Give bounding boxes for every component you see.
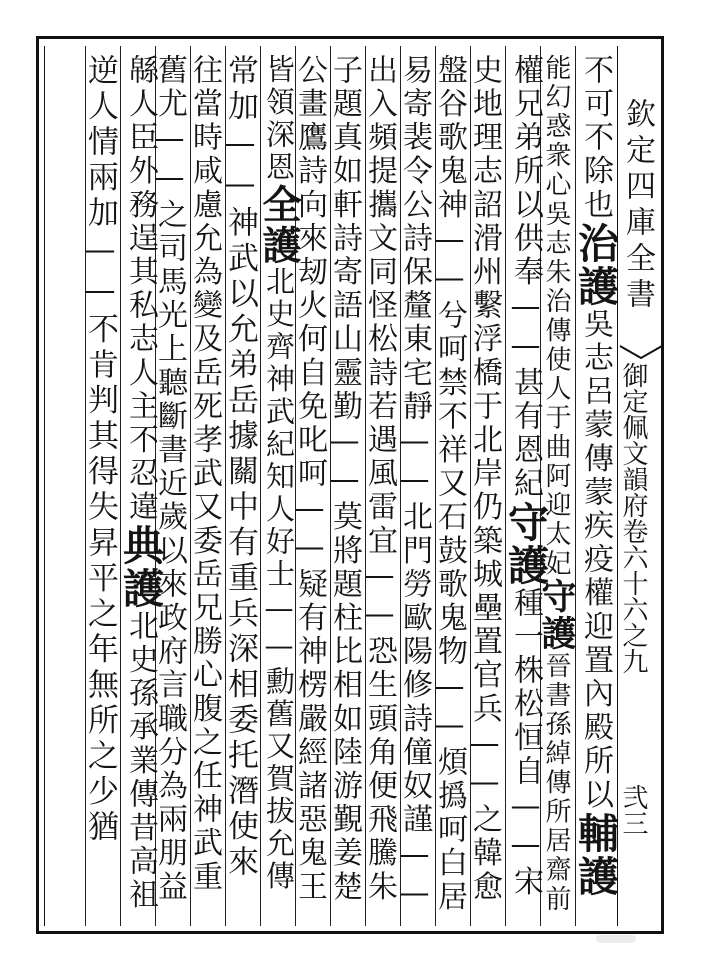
- text-run: 出入頻提攜文同怪松詩若遇風雷宜——恐生頭角便飛騰朱: [362, 54, 397, 904]
- text-run: 盤谷歌鬼神——兮呵禁不祥又石鼓歌鬼物——煩撝呵白居: [432, 54, 467, 914]
- text-run: 吳志呂蒙傳蒙疾疫權迎置內殿所以: [578, 308, 613, 812]
- text-run: 常加——: [222, 54, 258, 206]
- text-run: 北史孫承業傳昔高祖: [123, 610, 158, 913]
- page-smudge: [596, 935, 636, 943]
- text-run: 神武以允弟岳據關中有重兵深相委托潛使來: [222, 206, 258, 881]
- text-run: 舊尤——之司馬光上聽斷書近歲以來政府言職分為兩朋益: [152, 54, 187, 904]
- text-column: [78, 54, 132, 922]
- book-title: 欽定四庫全書: [620, 98, 655, 314]
- text-run: 不可不除也: [578, 54, 613, 222]
- text-run: 皆領深恩: [262, 54, 296, 184]
- text-run: 種一株松恒自——宋: [508, 586, 543, 900]
- page-number: 弐三: [618, 784, 648, 836]
- text-run: 史地理志詔滑州繫浮橋于北岸仍築城壘置官兵——之韓愈: [467, 54, 502, 904]
- text-run: 權兄弟所以供奉——甚有恩紀: [508, 54, 543, 501]
- text-run: 昇平之年無所之少猶: [82, 525, 118, 845]
- header-column: [618, 46, 664, 926]
- column-text: [82, 54, 118, 845]
- text-run: 逆人情兩加——不肯判其得失: [82, 54, 118, 526]
- text-run: 吳志朱治傳使人于曲阿迎太妃: [541, 199, 571, 579]
- text-run: 往當時咸慮允為變及岳死孝武又委岳兄勝心腹之任神武重: [187, 54, 222, 894]
- headword: 輔護: [571, 812, 619, 898]
- volume-label: 御定佩文韻府卷六十六之九: [618, 362, 648, 674]
- headword: 治護: [571, 222, 619, 308]
- text-run: 公畫鷹詩向來刼火何自免叱呵——疑有神楞嚴經諸惡鬼王: [292, 54, 327, 904]
- headword: 全護: [256, 183, 302, 266]
- text-run: 晉書孫綽傳所居齋前: [541, 652, 571, 915]
- text-run: 緜人臣外務逞其私志人主不忍違: [123, 54, 158, 525]
- headword: 守護: [501, 500, 549, 587]
- headword: 典護: [116, 524, 164, 611]
- text-run: 易寄裴令公詩保釐東宅靜——北門勞歐陽修詩僮奴謹——: [397, 54, 432, 914]
- text-run: 能幻惑衆心: [541, 54, 571, 200]
- text-run: 子題真如軒詩寄語山靈勤——莫將題柱比相如陸游覲姜楚: [327, 54, 362, 904]
- text-run: 北史齊神武紀知人好士——勳舊又賀拔允傳: [262, 265, 296, 894]
- headword: 守護: [536, 578, 577, 653]
